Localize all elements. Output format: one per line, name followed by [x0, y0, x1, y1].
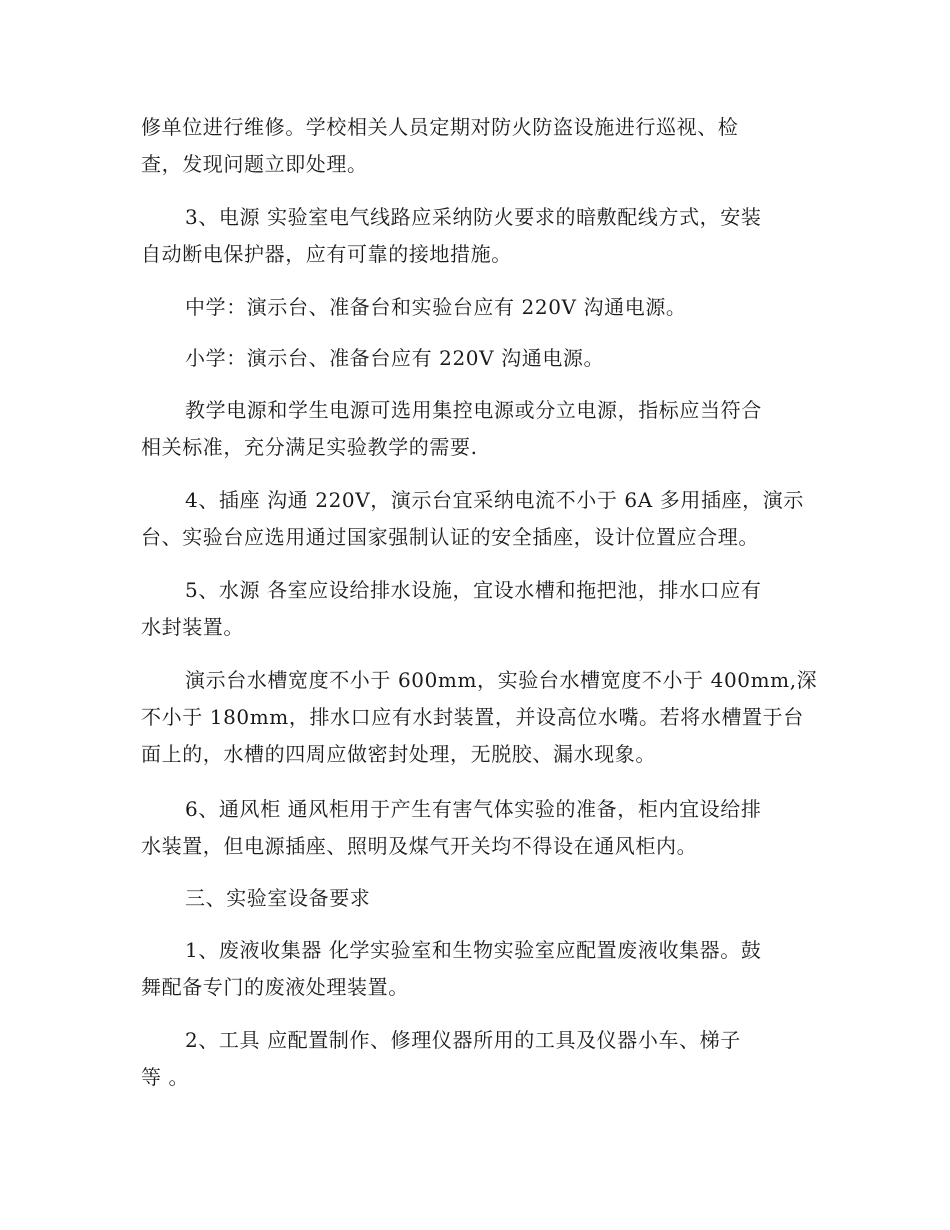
text-line: 等 。 — [141, 1065, 190, 1089]
paragraph-tools — [141, 1022, 811, 1096]
text-line: 不小于 180mm，排水口应有水封装置，并设高位水嘴。若将水槽置于台 — [141, 705, 804, 729]
text-line: 演示台水槽宽度不小于 600mm，实验台水槽宽度不小于 400mm,深 — [185, 668, 818, 692]
paragraph-sink-width — [141, 662, 818, 773]
paragraph-power-supply — [141, 199, 811, 273]
text-line: 3、电源 实验室电气线路应采纳防火要求的暗敷配线方式，安装 — [185, 205, 762, 229]
text-line: 自动断电保护器，应有可靠的接地措施。 — [141, 242, 512, 266]
text-line: 水装置，但电源插座、照明及煤气开关均不得设在通风柜内。 — [141, 834, 698, 858]
paragraph-sockets — [141, 482, 811, 556]
section-heading — [141, 880, 811, 917]
text-line: 1、废液收集器 化学实验室和生物实验室应配置废液收集器。鼓 — [185, 938, 762, 962]
paragraph-waste-collector — [141, 932, 811, 1006]
text-line: 三、实验室设备要求 — [185, 886, 371, 910]
paragraph-primary-school — [141, 340, 811, 377]
text-line: 5、水源 各室应设给排水设施，宜设水槽和拖把池，排水口应有 — [185, 578, 762, 602]
text-line: 舞配备专门的废液处理装置。 — [141, 975, 409, 999]
text-line: 中学：演示台、准备台和实验台应有 220V 沟通电源。 — [185, 295, 687, 319]
paragraph-fume-hood — [141, 791, 811, 865]
text-line: 相关标准，充分满足实验教学的需要. — [141, 435, 478, 459]
paragraph-continuation — [141, 109, 811, 183]
paragraph-water-source — [141, 572, 811, 646]
text-line: 查，发现问题立即处理。 — [141, 152, 368, 176]
text-line: 水封装置。 — [141, 615, 244, 639]
text-line: 小学：演示台、准备台应有 220V 沟通电源。 — [185, 346, 605, 370]
text-line: 2、工具 应配置制作、修理仪器所用的工具及仪器小车、梯子 — [185, 1028, 741, 1052]
paragraph-teaching-power — [141, 392, 811, 466]
text-line: 4、插座 沟通 220V，演示台宜采纳电流不小于 6A 多用插座，演示 — [185, 488, 804, 512]
text-line: 修单位进行维修。学校相关人员定期对防火防盗设施进行巡视、检 — [141, 115, 739, 139]
text-line: 面上的，水槽的四周应做密封处理，无脱胶、漏水现象。 — [141, 742, 656, 766]
paragraph-middle-school — [141, 289, 811, 326]
text-line: 台、实验台应选用通过国家强制认证的安全插座，设计位置应合理。 — [141, 525, 759, 549]
text-line: 教学电源和学生电源可选用集控电源或分立电源，指标应当符合 — [185, 398, 762, 422]
text-line: 6、通风柜 通风柜用于产生有害气体实验的准备，柜内宜设给排 — [185, 797, 762, 821]
